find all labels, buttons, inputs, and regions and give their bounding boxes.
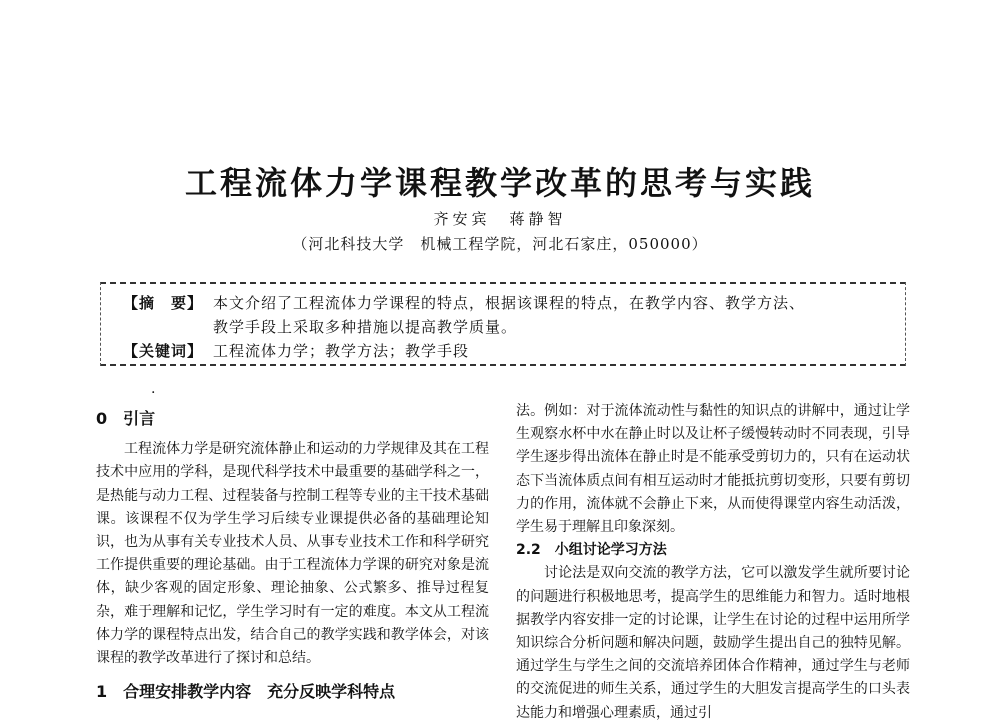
abstract-row-2 — [213, 316, 517, 337]
section-1-heading: 1 合理安排教学内容 充分反映学科特点 — [96, 682, 396, 702]
section-0-heading: 0 引言 — [96, 409, 156, 428]
section-0-paragraph: 工程流体力学是研究流体静止和运动的力学规律及其在工程技术中应用的学科，是现代科学技术中最重要的基础学科之一，是热能与动力工程、过程装备与控制工程等专业的主干技术基础课。该课程不仅为学生学习后续专业课提供必备的基础理论知识，也为从事有关专业技术人员、从事专业技术工作和科学研究工作提供重要的理论基础。由于工程流体力学课的研究对象是流体，缺少客观的固定形象、理论抽象、公式繁多、推导过程复杂，难于理解和记忆，学生学习时有一定的难度。本文从工程流体力学的课程特点出发，结合自己的教学实践和教学体会，对该课程的教学改革进行了探讨和总结。 — [96, 441, 489, 667]
abstract-label: 【摘 要】 — [123, 294, 204, 312]
keywords-text: 工程流体力学；教学方法；教学手段 — [213, 342, 470, 360]
keywords-row — [123, 340, 469, 361]
abstract-box — [100, 282, 906, 366]
abstract-text-line2: 教学手段上采取多种措施以提高教学质量。 — [213, 318, 518, 336]
paper-title: 工程流体力学课程教学改革的思考与实践 — [184, 164, 815, 202]
section-2-2-heading: 2.2 小组讨论学习方法 — [516, 542, 667, 559]
section-2-2-paragraph: 讨论法是双向交流的教学方法，它可以激发学生就所要讨论的问题进行积极地思考，提高学生的思维能力和智力。适时地根据教学内容安排一定的讨论课，让学生在讨论的过程中运用所学知识综合分析问题和解决问题，鼓励学生提出自己的独特见解。通过学生与学生之间的交流培养团体合作精神，通过学生与老师的交流促进的师生关系，通过学生的大胆发言提高学生的口头表达能力和增强心理素质，通过引 — [516, 565, 910, 721]
keywords-label: 【关键词】 — [123, 342, 204, 360]
right-column — [516, 400, 910, 725]
abstract-row — [123, 292, 805, 313]
stray-mark: . — [151, 381, 156, 397]
left-column — [96, 407, 489, 703]
paper-authors: 齐安宾 蒋静智 — [433, 210, 567, 228]
paper-affiliation: （河北科技大学 机械工程学院，河北石家庄，050000） — [292, 235, 708, 253]
right-paragraph-top: 法。例如：对于流体流动性与黏性的知识点的讲解中，通过让学生观察水杯中水在静止时以及让杯子缓慢转动时不同表现，引导学生逐步得出流体在静止时是不能承受剪切力的，只有在运动状态下当流体质点间有相互运动时才能抵抗剪切变形，只要有剪切力的作用，流体就不会静止下来，从而使得课堂内容生动活泼，学生易于理解且印象深刻。 — [516, 403, 910, 536]
abstract-text-line1: 本文介绍了工程流体力学课程的特点，根据该课程的特点，在教学内容、教学方法、 — [213, 294, 806, 312]
